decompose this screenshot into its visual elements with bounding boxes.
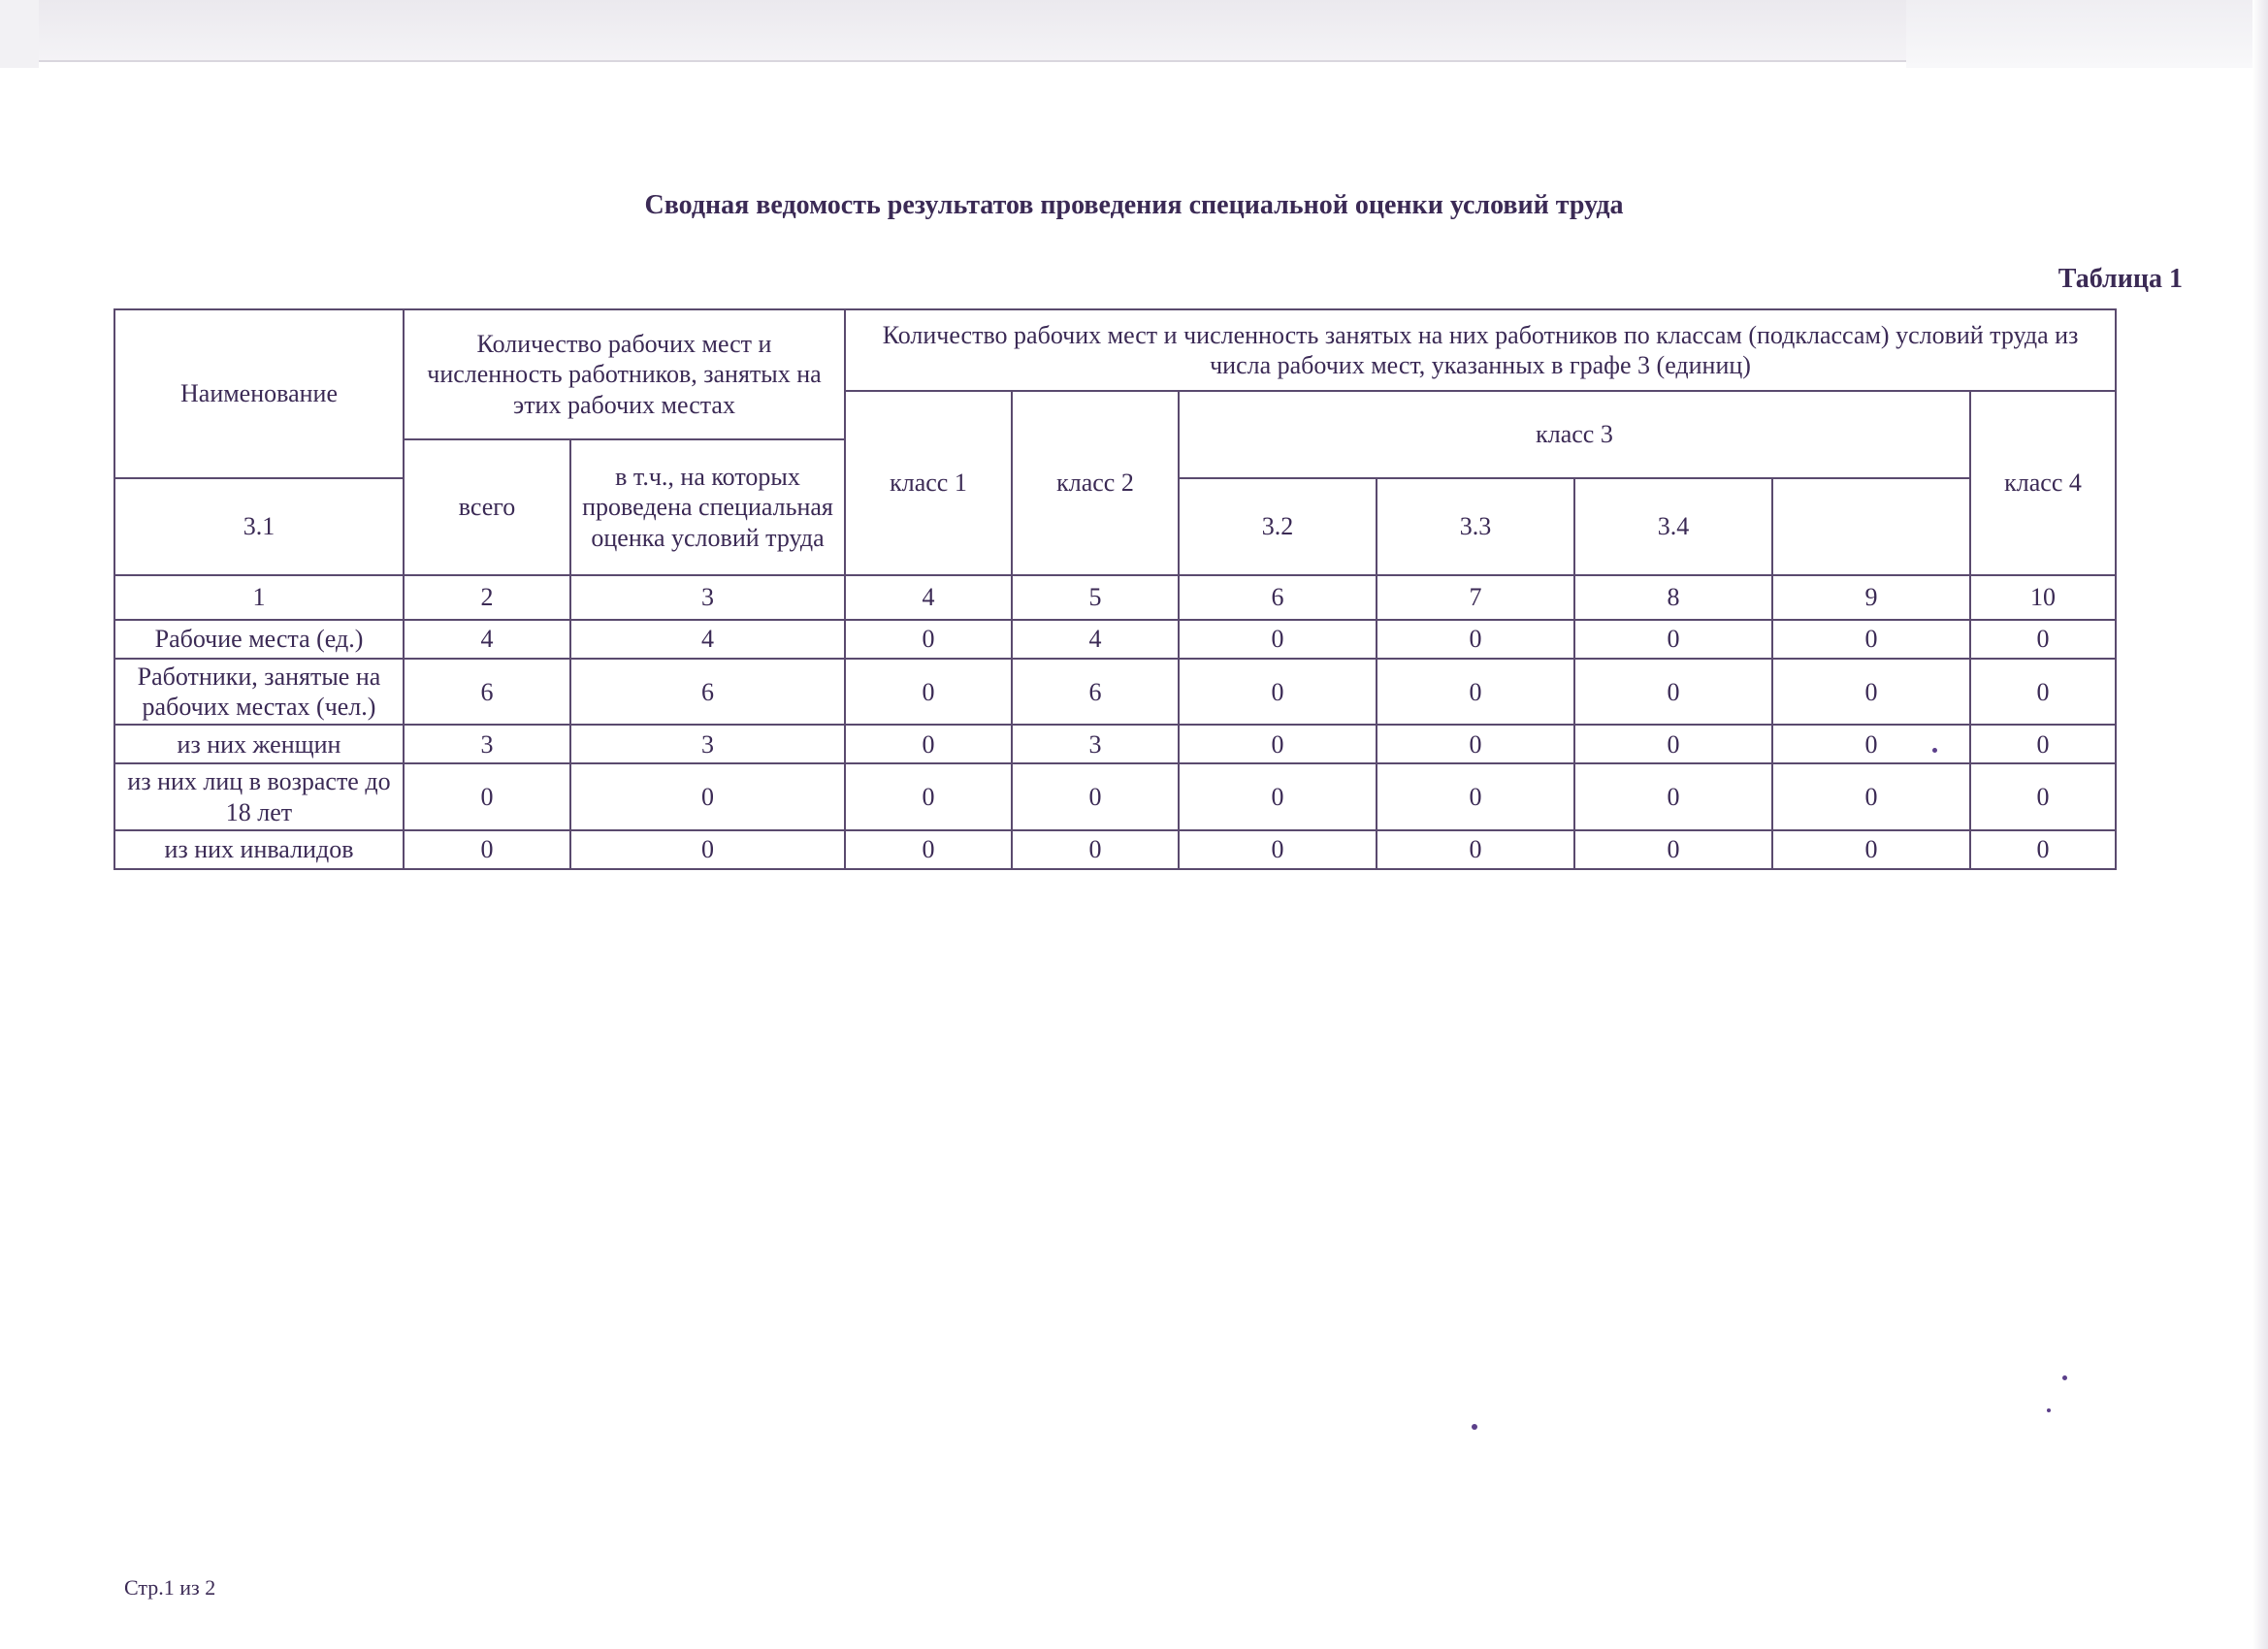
scan-speck bbox=[2062, 1375, 2067, 1380]
cell-value: 0 bbox=[1574, 659, 1772, 725]
cell-value: 4 bbox=[570, 620, 845, 659]
column-number: 7 bbox=[1377, 575, 1574, 620]
row-label: из них женщин bbox=[114, 725, 404, 763]
row-label: Рабочие места (ед.) bbox=[114, 620, 404, 659]
column-number: 10 bbox=[1970, 575, 2116, 620]
header-sub34: 3.4 bbox=[1574, 478, 1772, 575]
header-total: всего bbox=[404, 439, 570, 575]
scan-speck bbox=[1472, 1424, 1477, 1430]
cell-value: 0 bbox=[845, 763, 1012, 829]
row-label: Работники, занятые на рабочих местах (чел.) bbox=[114, 659, 404, 725]
table-row bbox=[114, 659, 2116, 725]
cell-value: 0 bbox=[1377, 763, 1574, 829]
cell-value: 0 bbox=[1772, 659, 1970, 725]
cell-value: 3 bbox=[570, 725, 845, 763]
cell-value: 0 bbox=[845, 620, 1012, 659]
header-classes-group: Количество рабочих мест и численность занятых на них работников по классам (подклассам) условий труда из числа рабочих мест, указанных в графе 3 (единиц) bbox=[845, 309, 2116, 391]
header-class4: класс 4 bbox=[1970, 391, 2116, 575]
cell-value: 0 bbox=[1012, 763, 1179, 829]
cell-value: 0 bbox=[1574, 620, 1772, 659]
column-number: 3 bbox=[570, 575, 845, 620]
cell-value: 0 bbox=[1970, 659, 2116, 725]
cell-value: 0 bbox=[1970, 620, 2116, 659]
table-row bbox=[114, 830, 2116, 869]
column-number: 9 bbox=[1772, 575, 1970, 620]
header-class3: класс 3 bbox=[1179, 391, 1970, 478]
cell-value: 0 bbox=[1574, 763, 1772, 829]
column-number: 1 bbox=[114, 575, 404, 620]
cell-value: 0 bbox=[1179, 620, 1377, 659]
cell-value: 6 bbox=[404, 659, 570, 725]
cell-value: 0 bbox=[1377, 620, 1574, 659]
cell-value: 4 bbox=[404, 620, 570, 659]
cell-value: 3 bbox=[404, 725, 570, 763]
cell-value: 0 bbox=[1012, 830, 1179, 869]
cell-value: 0 bbox=[1179, 763, 1377, 829]
cell-value: 3 bbox=[1012, 725, 1179, 763]
cell-value: 0 bbox=[1574, 830, 1772, 869]
header-name: Наименование bbox=[114, 309, 404, 478]
column-number: 5 bbox=[1012, 575, 1179, 620]
header-sub32: 3.2 bbox=[1179, 478, 1377, 575]
table-row bbox=[114, 763, 2116, 829]
scan-edge-right bbox=[2252, 0, 2268, 1649]
column-number: 6 bbox=[1179, 575, 1377, 620]
header-count-group: Количество рабочих мест и численность работников, занятых на этих рабочих местах bbox=[404, 309, 845, 439]
cell-value: 0 bbox=[1377, 725, 1574, 763]
row-label: из них лиц в возрасте до 18 лет bbox=[114, 763, 404, 829]
header-class1: класс 1 bbox=[845, 391, 1012, 575]
cell-value: 0 bbox=[404, 763, 570, 829]
header-sub33: 3.3 bbox=[1377, 478, 1574, 575]
cell-value: 0 bbox=[1772, 620, 1970, 659]
cell-value: 0 bbox=[1772, 763, 1970, 829]
cell-value: 0 bbox=[1772, 725, 1970, 763]
document-title: Сводная ведомость результатов проведения специальной оценки условий труда bbox=[644, 190, 1624, 220]
table-row bbox=[114, 620, 2116, 659]
table-label: Таблица 1 bbox=[2057, 264, 2183, 294]
cell-value: 0 bbox=[570, 830, 845, 869]
cell-value: 0 bbox=[845, 725, 1012, 763]
cell-value: 0 bbox=[1970, 725, 2116, 763]
cell-value: 0 bbox=[1970, 763, 2116, 829]
cell-value: 0 bbox=[1574, 725, 1772, 763]
cell-value: 0 bbox=[1377, 659, 1574, 725]
column-number-row bbox=[114, 575, 2116, 620]
cell-value: 0 bbox=[1377, 830, 1574, 869]
cell-value: 0 bbox=[1179, 659, 1377, 725]
summary-table bbox=[113, 308, 2117, 870]
cell-value: 0 bbox=[404, 830, 570, 869]
scan-speck bbox=[2047, 1408, 2051, 1412]
scan-edge-left bbox=[0, 0, 39, 68]
page-number: Стр.1 из 2 bbox=[124, 1575, 216, 1600]
cell-value: 4 bbox=[1012, 620, 1179, 659]
cell-value: 6 bbox=[1012, 659, 1179, 725]
column-number: 8 bbox=[1574, 575, 1772, 620]
cell-value: 6 bbox=[570, 659, 845, 725]
cell-value: 0 bbox=[845, 659, 1012, 725]
header-class2: класс 2 bbox=[1012, 391, 1179, 575]
column-number: 2 bbox=[404, 575, 570, 620]
cell-value: 0 bbox=[570, 763, 845, 829]
header-row-1 bbox=[114, 309, 2116, 391]
column-number: 4 bbox=[845, 575, 1012, 620]
header-sub31: 3.1 bbox=[114, 478, 404, 575]
header-assessed: в т.ч., на которых проведена специальная оценка условий труда bbox=[570, 439, 845, 575]
row-label: из них инвалидов bbox=[114, 830, 404, 869]
scan-edge-top-right bbox=[1906, 0, 2268, 68]
cell-value: 0 bbox=[1179, 725, 1377, 763]
cell-value: 0 bbox=[1970, 830, 2116, 869]
scan-speck bbox=[1932, 748, 1937, 753]
cell-value: 0 bbox=[845, 830, 1012, 869]
table-row bbox=[114, 725, 2116, 763]
scan-edge-top bbox=[39, 0, 1906, 62]
cell-value: 0 bbox=[1772, 830, 1970, 869]
cell-value: 0 bbox=[1179, 830, 1377, 869]
